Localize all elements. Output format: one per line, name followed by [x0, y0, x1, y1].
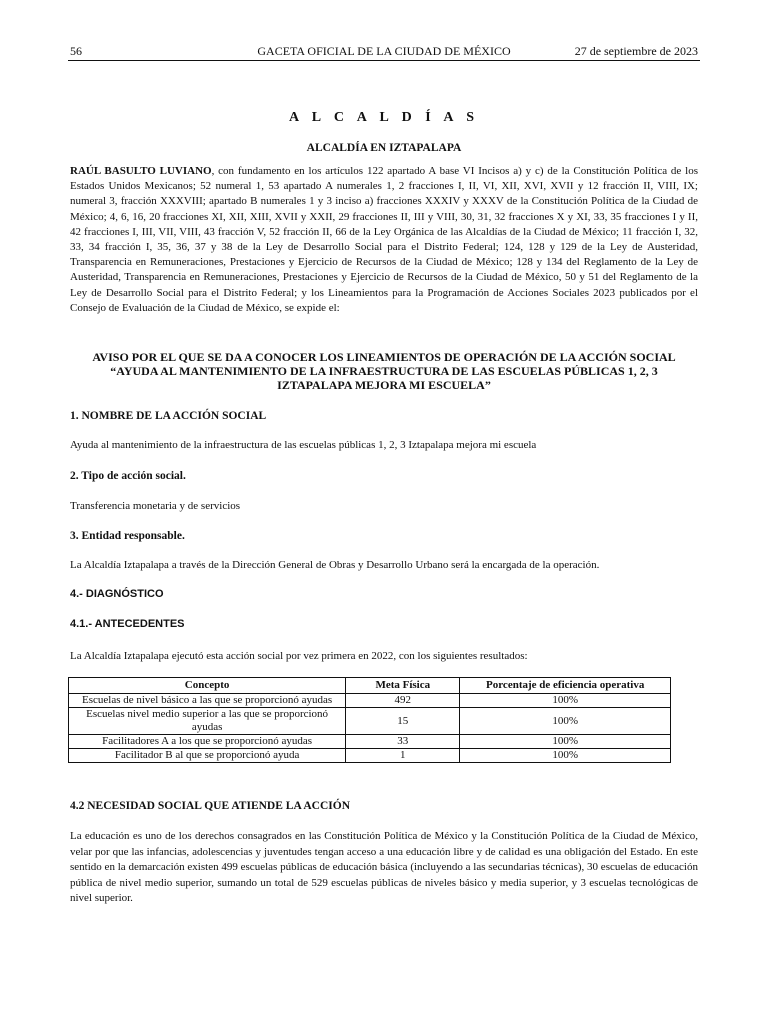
column-header-concepto: Concepto [69, 678, 346, 694]
notice-title [70, 350, 698, 392]
cell-meta: 33 [346, 735, 460, 749]
notice-title-line: AVISO POR EL QUE SE DA A CONOCER LOS LINEAMIENTOS DE OPERACIÓN DE LA ACCIÓN SOCIAL [92, 350, 676, 364]
section-3-text: La Alcaldía Iztapalapa a través de la Dirección General de Obras y Desarrollo Urbano será la encargada de la operación. [70, 559, 600, 571]
section-3-heading: 3. Entidad responsable. [70, 530, 185, 542]
table-row [69, 735, 671, 749]
section-4-1-text: La Alcaldía Iztapalapa ejecutó esta acción social por vez primera en 2022, con los siguientes resultados: [70, 650, 528, 662]
table-row [69, 708, 671, 735]
cell-meta: 492 [346, 694, 460, 708]
cell-meta: 1 [346, 749, 460, 763]
cell-porcentaje: 100% [460, 749, 671, 763]
section-2-text: Transferencia monetaria y de servicios [70, 500, 241, 512]
publication-title: GACETA OFICIAL DE LA CIUDAD DE MÉXICO [257, 44, 511, 58]
section-title: A L C A L D Í A S [288, 110, 480, 125]
page-header [68, 44, 700, 61]
page-number: 56 [70, 44, 82, 58]
section-2-heading: 2. Tipo de acción social. [70, 470, 186, 482]
notice-title-line: “AYUDA AL MANTENIMIENTO DE LA INFRAESTRUCTURA DE LAS ESCUELAS PÚBLICAS 1, 2, 3 [110, 364, 658, 378]
results-table [68, 677, 671, 763]
author-name: RAÚL BASULTO LUVIANO [70, 165, 212, 177]
cell-concepto: Facilitador B al que se proporcionó ayuda [69, 749, 346, 763]
notice-title-line: IZTAPALAPA MEJORA MI ESCUELA” [277, 378, 491, 392]
section-4-heading: 4.- DIAGNÓSTICO [70, 588, 164, 600]
cell-porcentaje: 100% [460, 735, 671, 749]
section-1-heading: 1. NOMBRE DE LA ACCIÓN SOCIAL [70, 410, 267, 422]
cell-concepto: Facilitadores A a los que se proporcionó ayudas [69, 735, 346, 749]
cell-concepto: Escuelas nivel medio superior a las que se proporcionó ayudas [69, 708, 346, 735]
table-header-row [69, 678, 671, 694]
table-row [69, 694, 671, 708]
cell-porcentaje: 100% [460, 708, 671, 735]
cell-porcentaje: 100% [460, 694, 671, 708]
table-row [69, 749, 671, 763]
column-header-meta: Meta Física [346, 678, 460, 694]
section-4-1-heading: 4.1.- ANTECEDENTES [70, 618, 185, 630]
intro-paragraph [70, 164, 698, 316]
section-4-2-text: La educación es uno de los derechos consagrados en las Constitución Política de México y la Constitución Política de la Ciudad de México, velar por que las infancias, adolescencias y juventudes tengan acceso a una educación libre y de calidad es una obligación del Estado. En este sentido en la demarcación existen 499 escuelas públicas de educación básica (incluyendo a las secundarias técnicas), 30 escuelas de educación pública de nivel medio superior, sumando un total de 529 escuelas públicas de niveles básico y media superior, y 3 escuelas tecnológicas de nivel superior. [70, 830, 698, 904]
publication-date: 27 de septiembre de 2023 [574, 44, 698, 58]
section-subtitle: ALCALDÍA EN IZTAPALAPA [306, 142, 462, 154]
cell-meta: 15 [346, 708, 460, 735]
cell-concepto: Escuelas de nivel básico a las que se proporcionó ayudas [69, 694, 346, 708]
column-header-porcentaje: Porcentaje de eficiencia operativa [460, 678, 671, 694]
intro-text: , con fundamento en los artículos 122 apartado A base VI Incisos a) y c) de la Constitución Política de los Estados Unidos Mexicanos; 52 numeral 1, 53 apartado A numerales 1, 2 fracciones I, II, VI, XII, XVI, XVII y 12 fracción II, VIII, IX; numeral 3, fracción XXXVIII; apartado B numerales 1 y 3 inciso a) fracciones XXXIV y XXXV de la Constitución Política de la Ciudad de México; 4, 6, 16, 20 fracciones XI, XII, XIII, XVII y XXII, 29 fracciones II, III y VIII, 30, 31, 32 fracciones X y XI, 33, 35 fracciones I y II, 42 fracciones I, III, VII, VIII, 43 fracción V, 52 fracción II, 66 de la Ley Orgánica de las Alcaldías de la Ciudad de México; 11 fracción I, 32, 33, 34 fracción I, 35, 36, 37 y 38 de la Ley de Desarrollo Social para el Distrito Federal; 124, 128 y 129 de la Ley de Austeridad, Transparencia en Remuneraciones, Prestaciones y Ejercicio de Recursos de la Ciudad de México; 128 y 134 del Reglamento de la Ley de Austeridad, Transparencia en Remuneraciones, Prestaciones y Ejercicio de Recursos de la Ciudad de México, 50 y 51 del Reglamento de la Ley de Desarrollo Social para el Distrito Federal; y los Lineamientos para la Programación de Acciones Sociales 2023 publicados por el Consejo de Evaluación de la Ciudad de México, se expide el: [70, 165, 698, 314]
section-1-text: Ayuda al mantenimiento de la infraestructura de las escuelas públicas 1, 2, 3 Iztapalapa mejora mi escuela [70, 439, 537, 451]
section-4-2-heading: 4.2 NECESIDAD SOCIAL QUE ATIENDE LA ACCIÓN [70, 800, 351, 812]
